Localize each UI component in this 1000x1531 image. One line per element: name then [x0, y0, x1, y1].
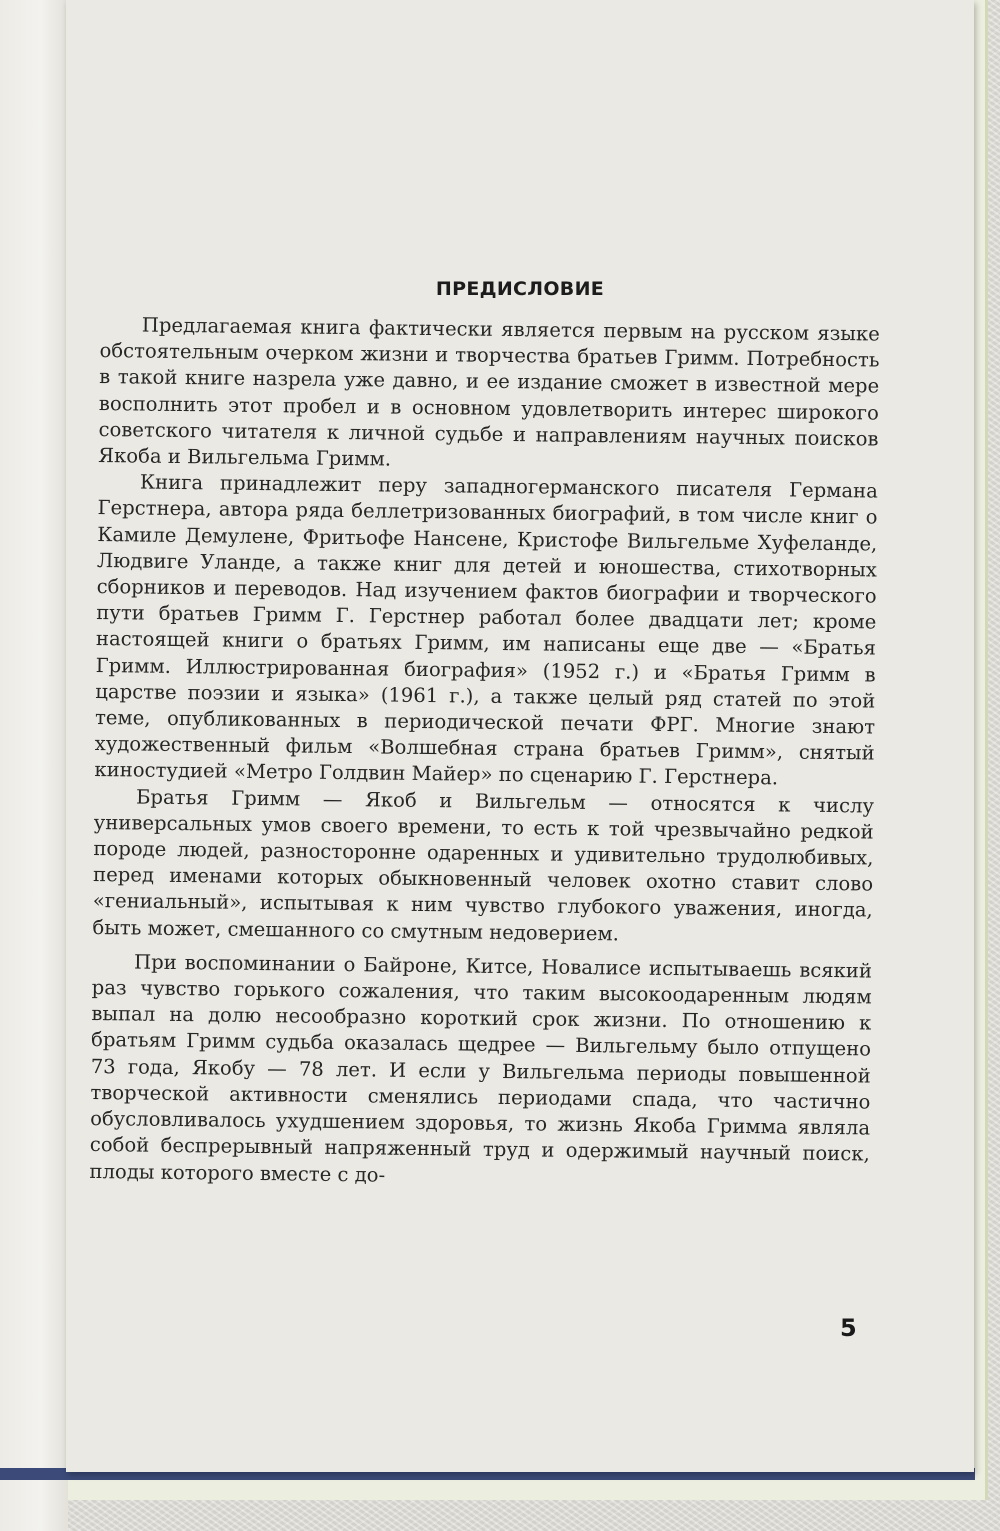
paragraph: Книга принадлежит перу западногерманского писателя Германа Герстнера, автора ряда беллетризованных биографий, в том числе книг о Камиле Демулене, Фритьофе Нансене, Кристофе Вильгельме Хуфеланде, Людвиге Уланде, а также книг для детей и юношества, стихотворных сборников и переводов. Над изучением фактов биографии и творческого пути братьев Гримм Г. Герстнер работал более двадцати лет; кроме настоящей книги о братьях Гримм, им написаны еще две — «Братья Гримм. Иллюстрированная биография» (1952 г.) и «Братья Гримм в царстве поэзии и языка» (1961 г.), а также целый ряд статей по этой теме, опубликованных в периодической печати ФРГ. Многие знают художественный фильм «Волшебная страна братьев Гримм», снятый киностудией «Метро Голдвин Майер» по сценарию Г. Герстнера.: [94, 470, 879, 790]
page-title: ПРЕДИСЛОВИЕ: [435, 278, 605, 300]
page-number: 5: [840, 1314, 857, 1342]
paragraph: Братья Гримм — Якоб и Вильгельм — относятся к числу универсальных умов своего времени, то есть к той чрезвычайно редкой породе людей, разносторонне одаренных и удивительно трудолюбивых, перед именами которых обыкновенный человек охотно ставит слово «гениальный», испытывая к ним чувство глубокого уважения, иногда, быть может, смешанного со смутным недоверием.: [92, 785, 875, 946]
book-binding: [0, 0, 68, 1531]
book-page: [66, 0, 974, 1472]
paragraph: Предлагаемая книга фактически является первым на русском языке обстоятельным очерком жизни и творчества братьев Гримм. Потребность в такой книге назрела уже давно, и ее издание сможет в известной мере восполнить этот пробел и в основном удовлетворить интерес широкого советского читателя к личной судьбе и направлениям научных поисков Якоба и Вильгельма Гримм.: [98, 313, 880, 471]
paragraph: При воспоминании о Байроне, Китсе, Новалисе испытываешь всякий раз чувство горького сожаления, что таким высокоодаренным людям выпал на долю несообразно короткий срок жизни. По отношению к братьям Гримм судьба оказалась щедрее — Вильгельму было отпущено 73 года, Якобу — 78 лет. И если у Вильгельма периоды повышенной творческой активности сменялись периодами спада, что частично обусловливалось ухудшением здоровья, то жизнь Якоба Гримма являла собой беспрерывный напряженный труд и одержимый научный поиск, плоды которого вместе с до-: [89, 950, 873, 1187]
body-text: [89, 312, 880, 1194]
